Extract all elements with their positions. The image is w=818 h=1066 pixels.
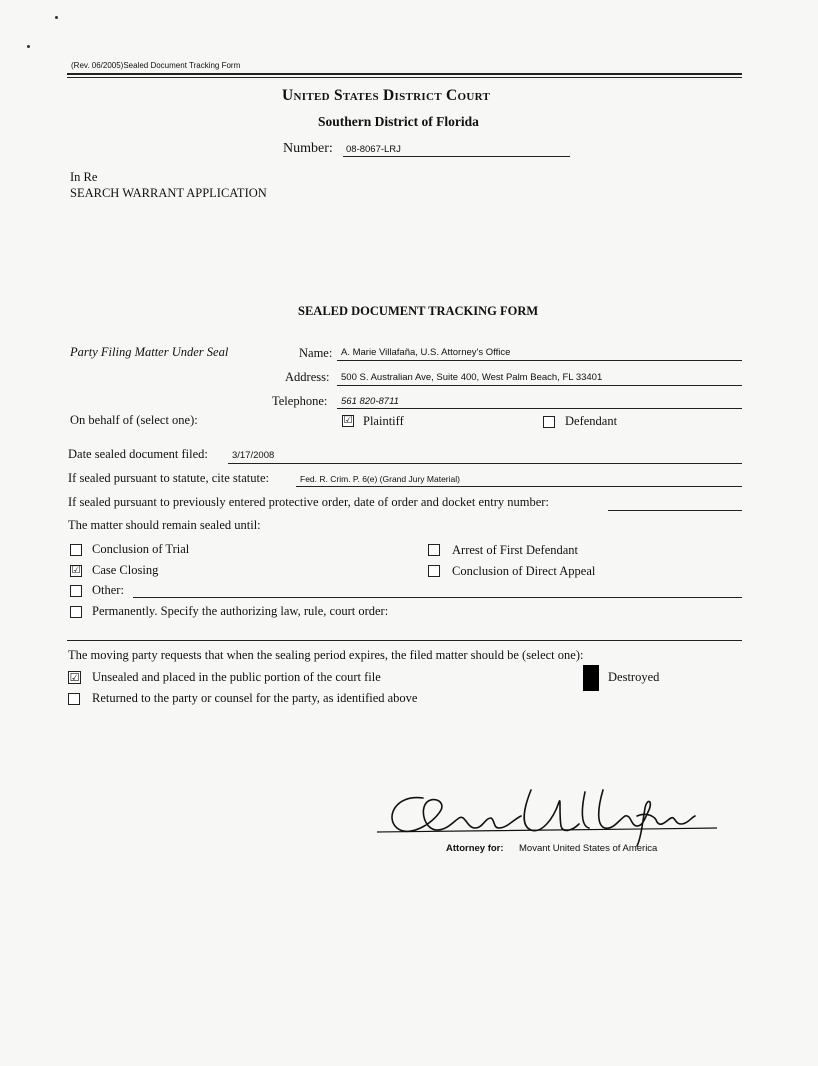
address-line — [337, 385, 742, 386]
header-rule-thin — [67, 77, 742, 78]
in-re: In Re — [70, 170, 98, 184]
date-filed-line — [228, 463, 742, 464]
date-filed-label: Date sealed document filed: — [68, 447, 208, 461]
form-reference: (Rev. 06/2005)Sealed Document Tracking Form — [71, 61, 241, 70]
other-checkbox[interactable] — [70, 585, 82, 597]
telephone-line — [337, 408, 742, 409]
address-label: Address: — [285, 370, 330, 384]
case-number-line — [343, 156, 570, 157]
returned-label: Returned to the party or counsel for the party, as identified above — [92, 691, 418, 705]
telephone-label: Telephone: — [272, 394, 328, 408]
address-value: 500 S. Australian Ave, Suite 400, West Palm Beach, FL 33401 — [341, 372, 603, 383]
scan-mark — [55, 16, 58, 19]
name-label: Name: — [299, 346, 333, 360]
attorney-signature — [375, 780, 720, 850]
attorney-for-value: Movant United States of America — [519, 843, 658, 854]
other-line — [133, 597, 742, 598]
conclusion-of-trial-label: Conclusion of Trial — [92, 542, 190, 556]
plaintiff-checkbox[interactable]: ☑ — [343, 415, 353, 426]
direct-appeal-label: Conclusion of Direct Appeal — [452, 564, 596, 578]
telephone-value: 561 820-8711 — [341, 396, 399, 407]
direct-appeal-checkbox[interactable] — [428, 565, 440, 577]
statute-label: If sealed pursuant to statute, cite statute: — [68, 471, 269, 485]
protective-order-label: If sealed pursuant to previously entered protective order, date of order and docket entry number: — [68, 495, 549, 509]
plaintiff-label: Plaintiff — [363, 414, 404, 428]
statute-value: Fed. R. Crim. P. 6(e) (Grand Jury Material) — [300, 474, 460, 484]
attorney-for-label: Attorney for: — [446, 843, 504, 854]
name-value: A. Marie Villafaña, U.S. Attorney's Office — [341, 347, 511, 358]
unsealed-label: Unsealed and placed in the public portion of the court file — [92, 670, 381, 684]
header-rule — [67, 73, 742, 75]
behalf-label: On behalf of (select one): — [70, 413, 198, 427]
destroyed-checkbox[interactable] — [583, 665, 599, 691]
defendant-label: Defendant — [565, 414, 618, 428]
returned-checkbox[interactable] — [68, 693, 80, 705]
arrest-first-defendant-label: Arrest of First Defendant — [452, 543, 579, 557]
form-title: SEALED DOCUMENT TRACKING FORM — [298, 304, 539, 318]
other-label: Other: — [92, 583, 124, 597]
defendant-checkbox[interactable] — [543, 416, 555, 428]
permanently-label: Permanently. Specify the authorizing law, rule, court order: — [92, 604, 389, 618]
case-subject: SEARCH WARRANT APPLICATION — [70, 186, 267, 200]
scan-mark — [27, 45, 30, 48]
date-filed-value: 3/17/2008 — [232, 450, 275, 461]
destroyed-label: Destroyed — [608, 670, 660, 684]
court-district: Southern District of Florida — [318, 114, 479, 129]
protective-order-line — [608, 510, 742, 511]
statute-line — [296, 486, 742, 487]
sealed-until-label: The matter should remain sealed until: — [68, 518, 261, 532]
unsealed-checkbox[interactable]: ☑ — [69, 671, 80, 684]
permanently-checkbox[interactable] — [70, 606, 82, 618]
arrest-first-defendant-checkbox[interactable] — [428, 544, 440, 556]
case-closing-checkbox[interactable]: ☑ — [71, 565, 81, 576]
case-number-value: 08-8067-LRJ — [346, 144, 401, 155]
case-closing-label: Case Closing — [92, 563, 159, 577]
party-section-label: Party Filing Matter Under Seal — [70, 345, 229, 359]
permanently-line — [67, 640, 742, 641]
name-line — [337, 360, 742, 361]
court-title: United States District Court — [282, 87, 491, 104]
conclusion-of-trial-checkbox[interactable] — [70, 544, 82, 556]
case-number-label: Number: — [283, 141, 333, 156]
expiry-label: The moving party requests that when the sealing period expires, the filed matter should be (select one): — [68, 648, 584, 662]
